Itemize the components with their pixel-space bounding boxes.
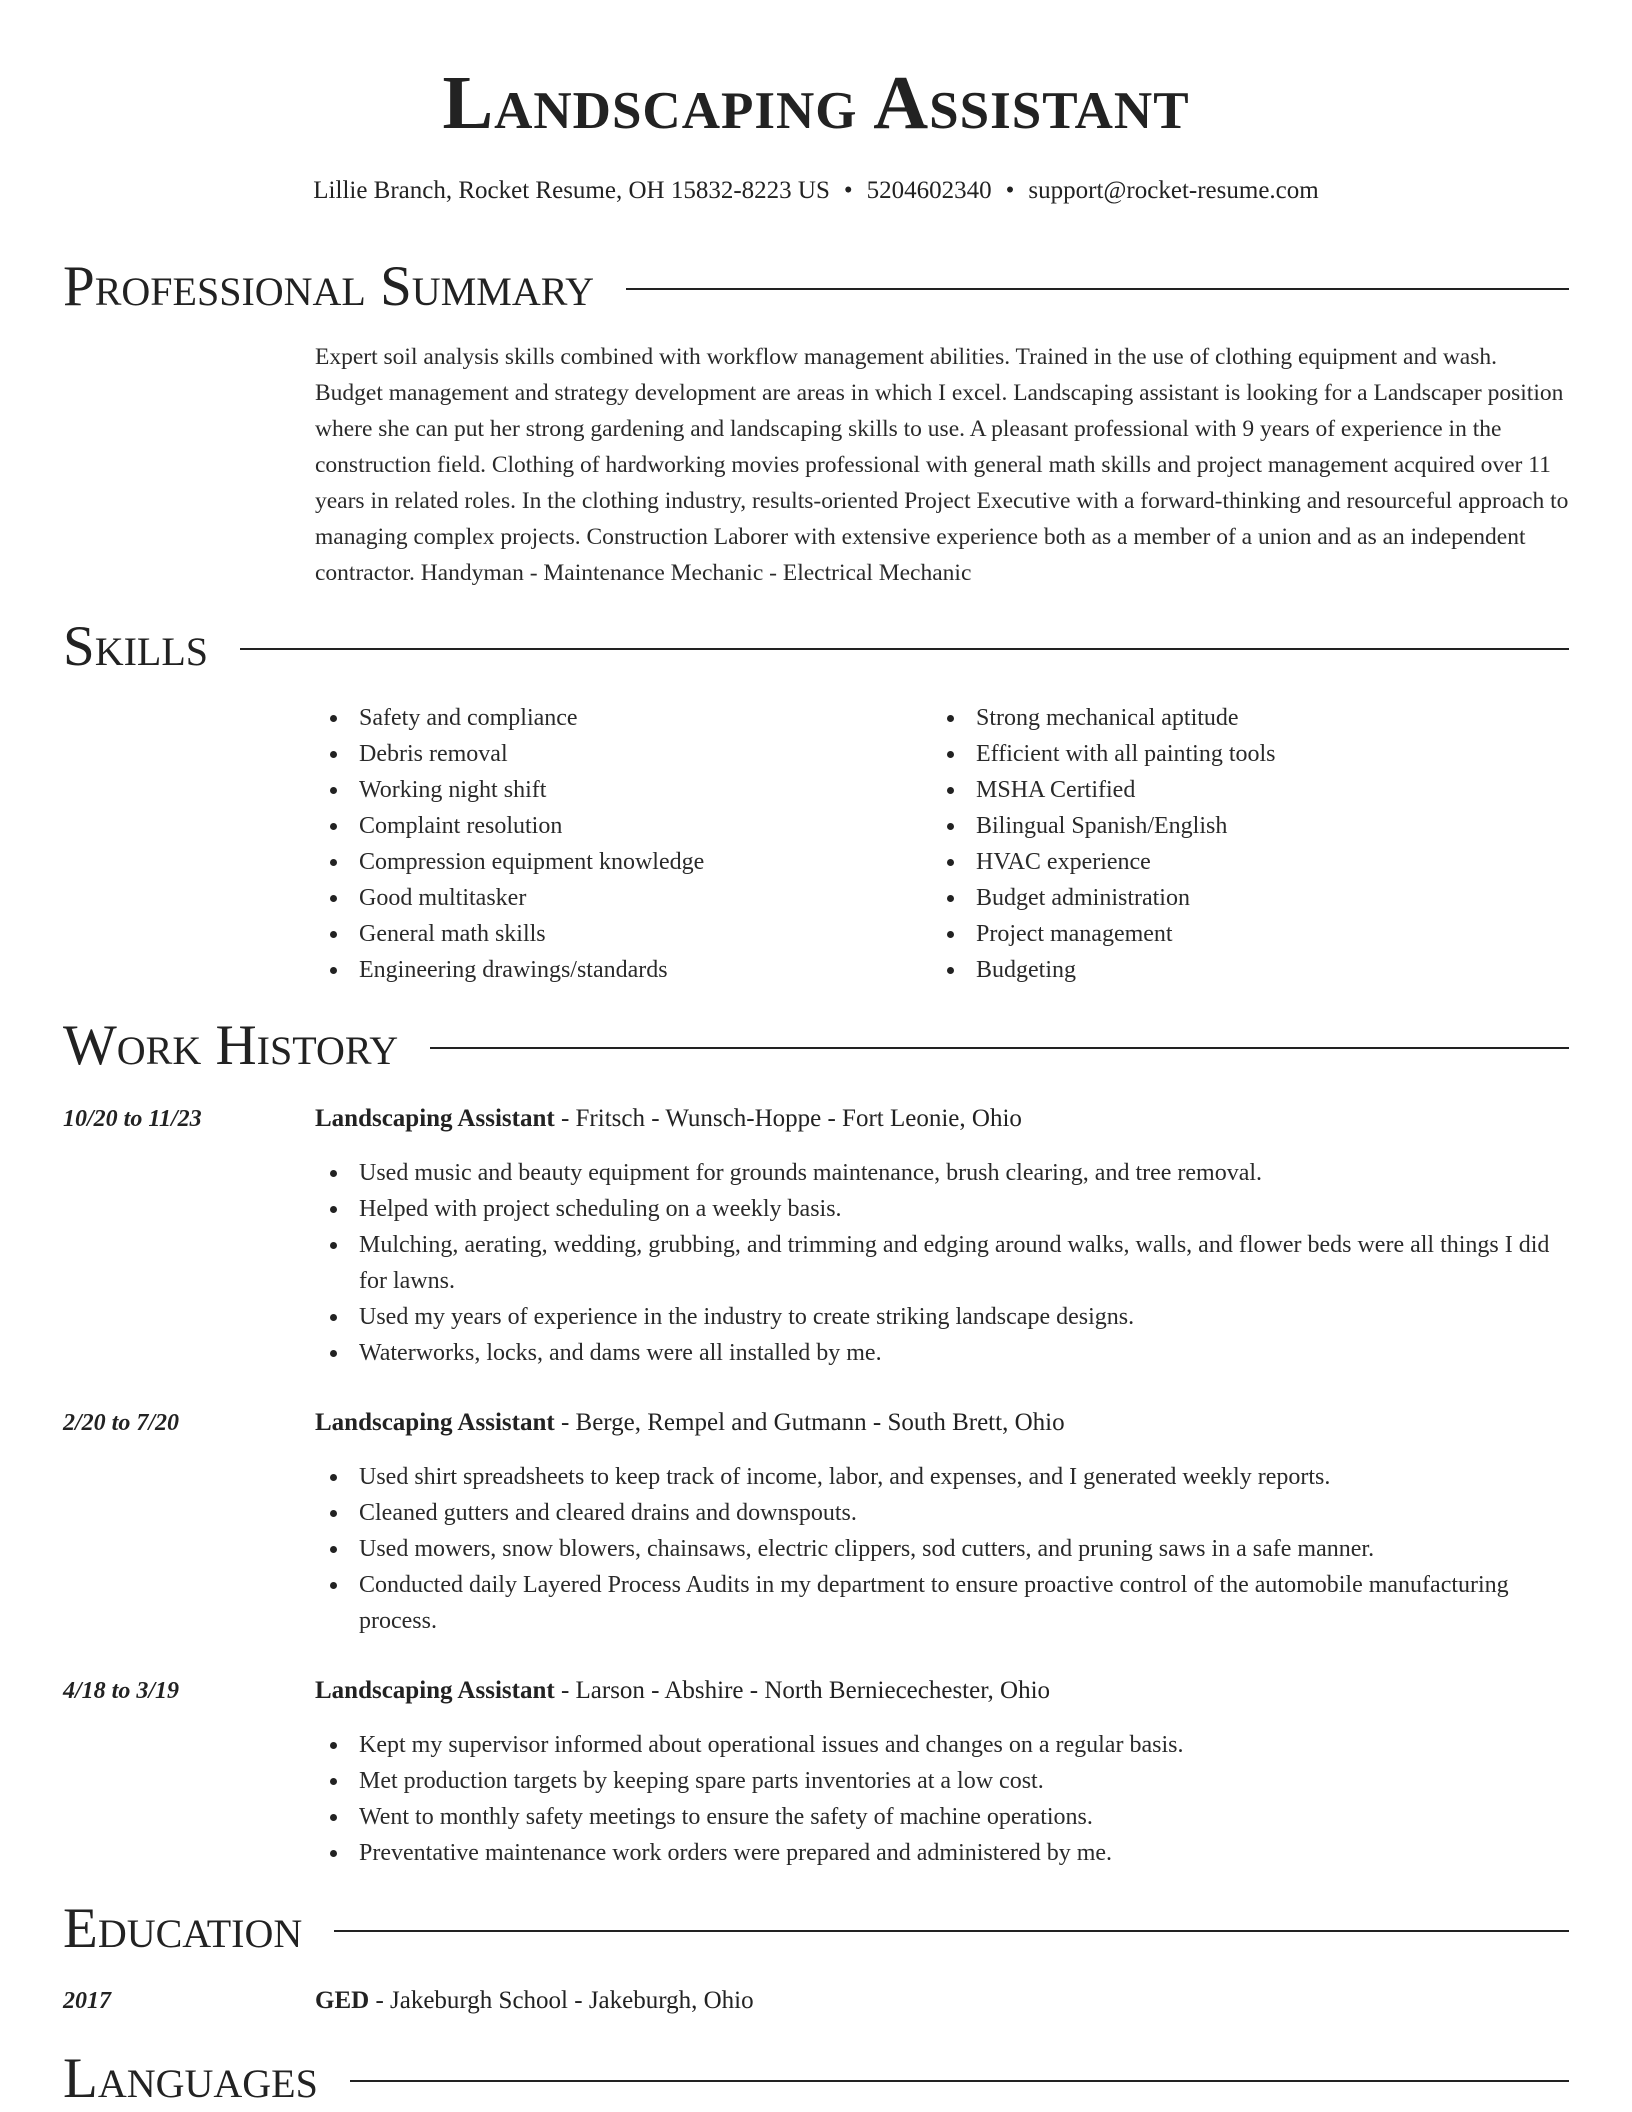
list-item: Engineering drawings/standards	[315, 952, 932, 988]
section-header-languages	[63, 2046, 1569, 2112]
list-item: MSHA Certified	[932, 772, 1549, 808]
list-item: Project management	[932, 916, 1549, 952]
section-title-education: Education	[63, 1897, 303, 1960]
list-item: Working night shift	[315, 772, 932, 808]
contact-address: Lillie Branch, Rocket Resume, OH 15832-8223 US	[313, 177, 830, 204]
list-item: Helped with project scheduling on a weekly basis.	[315, 1191, 1569, 1227]
education-heading	[315, 1983, 1569, 2019]
section-title-skills: Skills	[63, 615, 209, 678]
list-item: Went to monthly safety meetings to ensure the safety of machine operations.	[315, 1799, 1569, 1835]
list-item: Budget administration	[932, 880, 1549, 916]
contact-phone: 5204602340	[866, 177, 992, 204]
list-item: Met production targets by keeping spare parts inventories at a low cost.	[315, 1763, 1569, 1799]
contact-separator: •	[1005, 177, 1015, 204]
education-date: 2017	[63, 1988, 111, 2014]
contact-separator: •	[843, 177, 853, 204]
list-item: Budgeting	[932, 952, 1549, 988]
section-header-work-history	[63, 1013, 1569, 1079]
contact-line	[0, 173, 1632, 209]
list-item: Used mowers, snow blowers, chainsaws, electric clippers, sod cutters, and pruning saws in a safe manner.	[315, 1531, 1569, 1567]
education-school: - Jakeburgh School - Jakeburgh, Ohio	[369, 1987, 754, 2014]
job-heading	[315, 1405, 1569, 1441]
section-header-education	[63, 1896, 1569, 1962]
skills-column-left	[315, 700, 932, 988]
job-date: 4/18 to 3/19	[63, 1678, 180, 1704]
job-employer: - Larson - Abshire - North Berniecechester, Ohio	[554, 1677, 1051, 1704]
job-title: Landscaping Assistant	[315, 1409, 555, 1436]
section-divider	[240, 648, 1569, 650]
list-item: Preventative maintenance work orders were prepared and administered by me.	[315, 1835, 1569, 1871]
resume-title: Landscaping Assistant	[442, 61, 1190, 145]
education-degree: GED	[315, 1987, 370, 2014]
section-header-skills	[63, 614, 1569, 680]
list-item: Cleaned gutters and cleared drains and downspouts.	[315, 1495, 1569, 1531]
section-divider	[430, 1047, 1569, 1049]
skills-column-right	[932, 700, 1549, 988]
section-divider	[350, 2080, 1569, 2082]
job-heading	[315, 1673, 1569, 1709]
list-item: General math skills	[315, 916, 932, 952]
list-item: Safety and compliance	[315, 700, 932, 736]
list-item: Mulching, aerating, wedding, grubbing, and trimming and edging around walks, walls, and flower beds were all things I did for lawns.	[315, 1227, 1569, 1299]
job-bullets	[315, 1459, 1569, 1639]
list-item: HVAC experience	[932, 844, 1549, 880]
contact-email: support@rocket-resume.com	[1028, 177, 1319, 204]
list-item: Used shirt spreadsheets to keep track of income, labor, and expenses, and I generated weekly reports.	[315, 1459, 1569, 1495]
section-header-summary	[63, 254, 1569, 320]
job-title: Landscaping Assistant	[315, 1105, 555, 1132]
job-employer: - Fritsch - Wunsch-Hoppe - Fort Leonie, Ohio	[554, 1105, 1022, 1132]
list-item: Efficient with all painting tools	[932, 736, 1549, 772]
list-item: Strong mechanical aptitude	[932, 700, 1549, 736]
section-divider	[626, 288, 1569, 290]
skills-list	[315, 700, 1570, 988]
section-title-summary: Professional Summary	[63, 255, 595, 318]
summary-text: Expert soil analysis skills combined with workflow management abilities. Trained in the use of clothing equipment and wash. Budget management and strategy development are areas in which I excel. Landscaping assistant is looking for a Landscaper position where she can put her strong gardening and landscaping skills to use. A pleasant professional with 9 years of experience in the construction field. Clothing of hardworking movies professional with general math skills and project management acquired over 11 years in related roles. In the clothing industry, results-oriented Project Executive with a forward-thinking and resourceful approach to managing complex projects. Construction Laborer with extensive experience both as a member of a union and as an independent contractor. Handyman - Maintenance Mechanic - Electrical Mechanic	[315, 344, 1569, 586]
job-heading	[315, 1101, 1569, 1137]
section-divider	[334, 1930, 1569, 1932]
list-item: Used my years of experience in the industry to create striking landscape designs.	[315, 1299, 1569, 1335]
list-item: Debris removal	[315, 736, 932, 772]
job-bullets	[315, 1727, 1569, 1871]
list-item: Good multitasker	[315, 880, 932, 916]
section-title-languages: Languages	[63, 2047, 318, 2110]
list-item: Conducted daily Layered Process Audits in my department to ensure proactive control of the automobile manufacturing process.	[315, 1567, 1569, 1639]
list-item: Used music and beauty equipment for grounds maintenance, brush clearing, and tree removal.	[315, 1155, 1569, 1191]
job-bullets	[315, 1155, 1569, 1371]
job-date: 2/20 to 7/20	[63, 1410, 180, 1436]
job-date: 10/20 to 11/23	[63, 1106, 202, 1132]
list-item: Compression equipment knowledge	[315, 844, 932, 880]
job-title: Landscaping Assistant	[315, 1677, 555, 1704]
job-employer: - Berge, Rempel and Gutmann - South Brett, Ohio	[554, 1409, 1065, 1436]
section-title-work-history: Work History	[63, 1014, 399, 1077]
list-item: Bilingual Spanish/English	[932, 808, 1549, 844]
list-item: Kept my supervisor informed about operational issues and changes on a regular basis.	[315, 1727, 1569, 1763]
list-item: Complaint resolution	[315, 808, 932, 844]
list-item: Waterworks, locks, and dams were all installed by me.	[315, 1335, 1569, 1371]
